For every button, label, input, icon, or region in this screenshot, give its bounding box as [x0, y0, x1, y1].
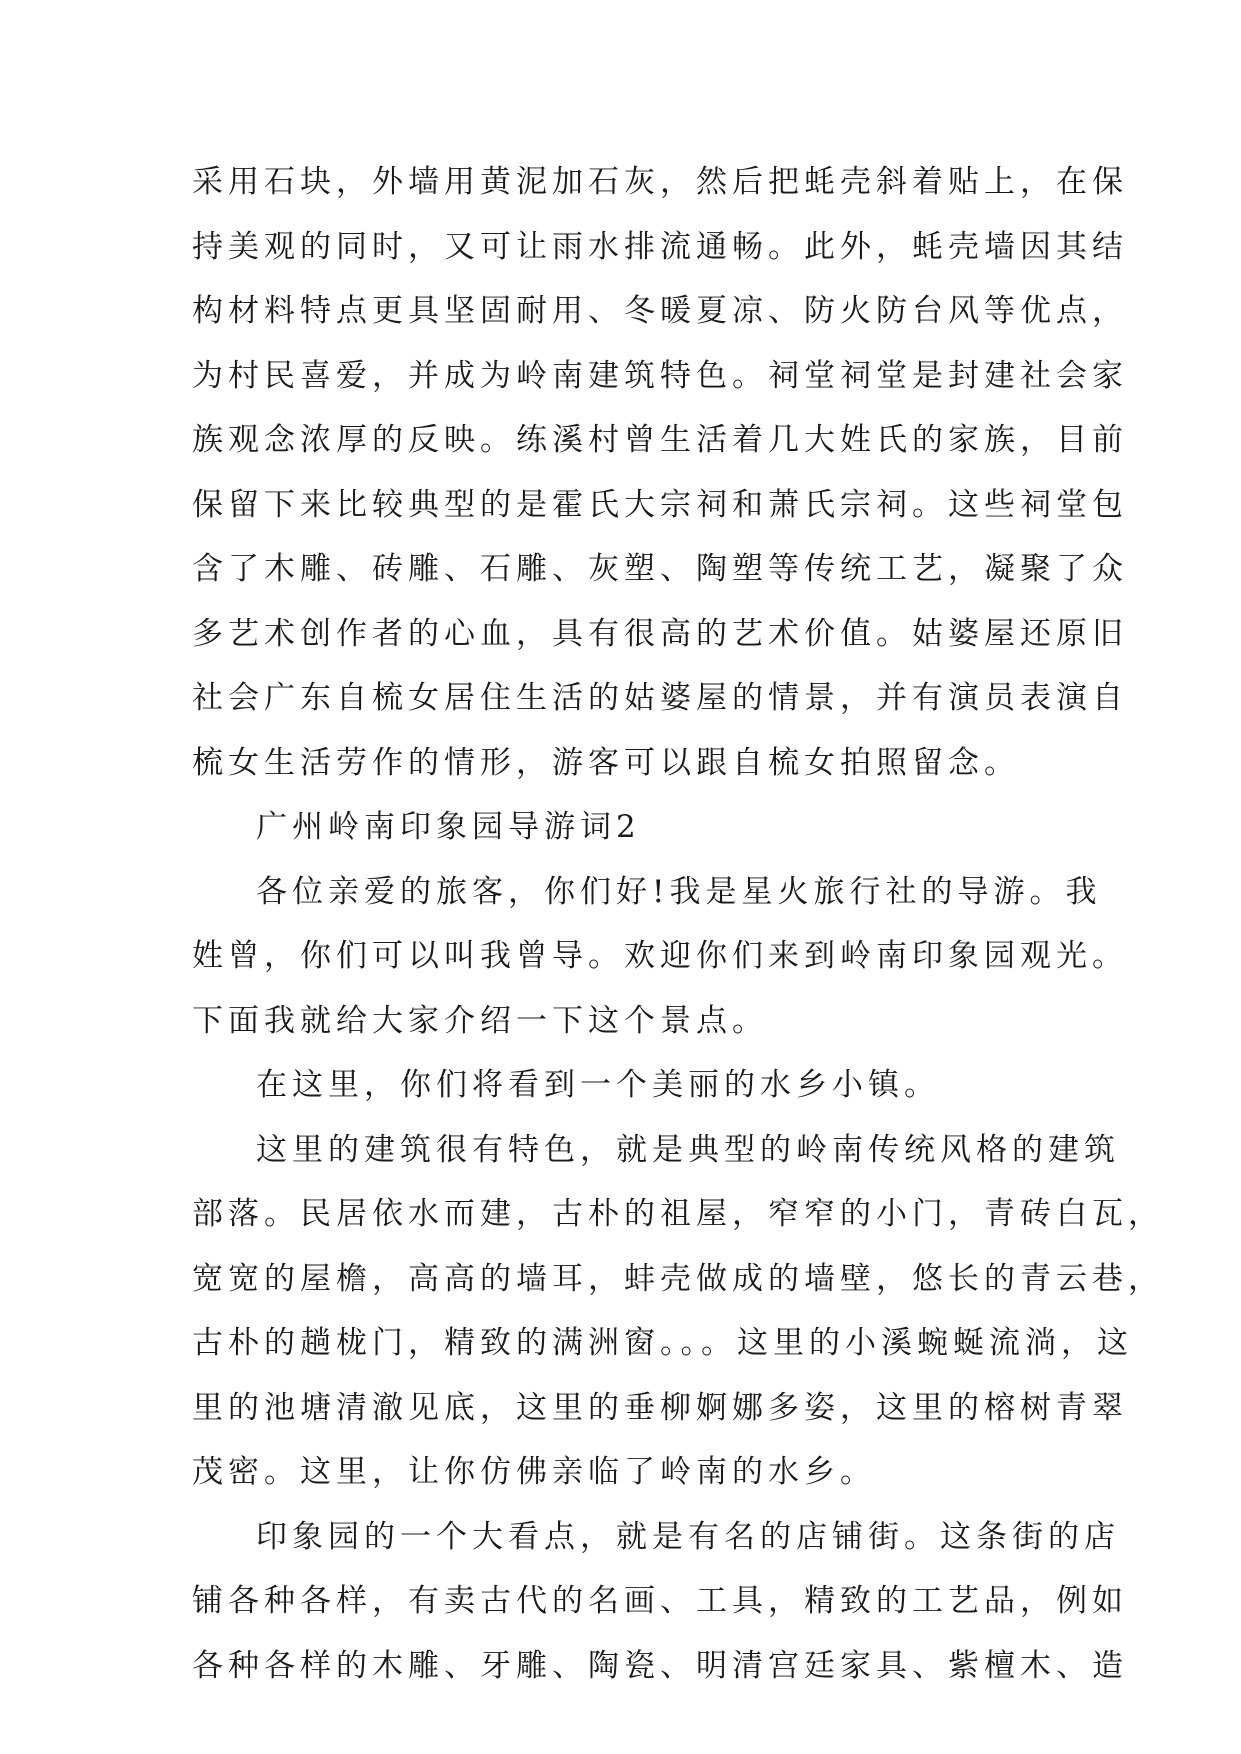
text-line: 采用石块，外墙用黄泥加石灰，然后把蚝壳斜着贴上，在保: [192, 164, 1128, 200]
document-body: [192, 150, 1164, 1698]
text-line: 各种各样的木雕、牙雕、陶瓷、明清宫廷家具、紫檀木、造: [192, 1647, 1128, 1684]
text-line: 为村民喜爱，并成为岭南建筑特色。祠堂祠堂是封建社会家: [192, 357, 1128, 394]
text-line: 部落。民居依水而建，古朴的祖屋，窄窄的小门，青砖白瓦，: [192, 1196, 1164, 1232]
text-line: 下面我就给大家介绍一下这个景点。: [192, 1002, 768, 1039]
section-heading: 广州岭南印象园导游词2: [256, 809, 641, 845]
text-line: 宽宽的屋檐，高高的墙耳，蚌壳做成的墙壁，悠长的青云巷，: [192, 1260, 1164, 1297]
text-line: 这里的建筑很有特色，就是典型的岭南传统风格的建筑: [256, 1131, 1120, 1168]
text-line: 含了木雕、砖雕、石雕、灰塑、陶塑等传统工艺，凝聚了众: [192, 551, 1128, 587]
text-line: 印象园的一个大看点，就是有名的店铺街。这条街的店: [256, 1518, 1120, 1555]
text-line: 在这里，你们将看到一个美丽的水乡小镇。: [256, 1067, 940, 1103]
text-line: 社会广东自梳女居住生活的姑婆屋的情景，并有演员表演自: [192, 680, 1128, 716]
text-line: 持美观的同时，又可让雨水排流通畅。此外，蚝壳墙因其结: [192, 228, 1128, 265]
text-line: 保留下来比较典型的是霍氏大宗祠和萧氏宗祠。这些祠堂包: [192, 486, 1128, 523]
text-line: 族观念浓厚的反映。练溪村曾生活着几大姓氏的家族，目前: [192, 422, 1128, 458]
text-line: 古朴的趟栊门，精致的满洲窗。。。这里的小溪蜿蜒流淌，这: [192, 1325, 1133, 1361]
text-line: 多艺术创作者的心血，具有很高的艺术价值。姑婆屋还原旧: [192, 615, 1128, 652]
text-line: 茂密。这里，让你仿佛亲临了岭南的水乡。: [192, 1454, 876, 1490]
text-line: 里的池塘清澈见底，这里的垂柳婀娜多姿，这里的榕树青翠: [192, 1389, 1128, 1426]
text-line: 各位亲爱的旅客，你们好!我是星火旅行社的导游。我: [256, 873, 1102, 910]
text-line: 姓曾，你们可以叫我曾导。欢迎你们来到岭南印象园观光。: [192, 938, 1128, 974]
text-line: 铺各种各样，有卖古代的名画、工具，精致的工艺品，例如: [192, 1583, 1128, 1619]
text-line: 构材料特点更具坚固耐用、冬暖夏凉、防火防台风等优点，: [192, 293, 1128, 329]
text-line: 梳女生活劳作的情形，游客可以跟自梳女拍照留念。: [192, 744, 1020, 781]
